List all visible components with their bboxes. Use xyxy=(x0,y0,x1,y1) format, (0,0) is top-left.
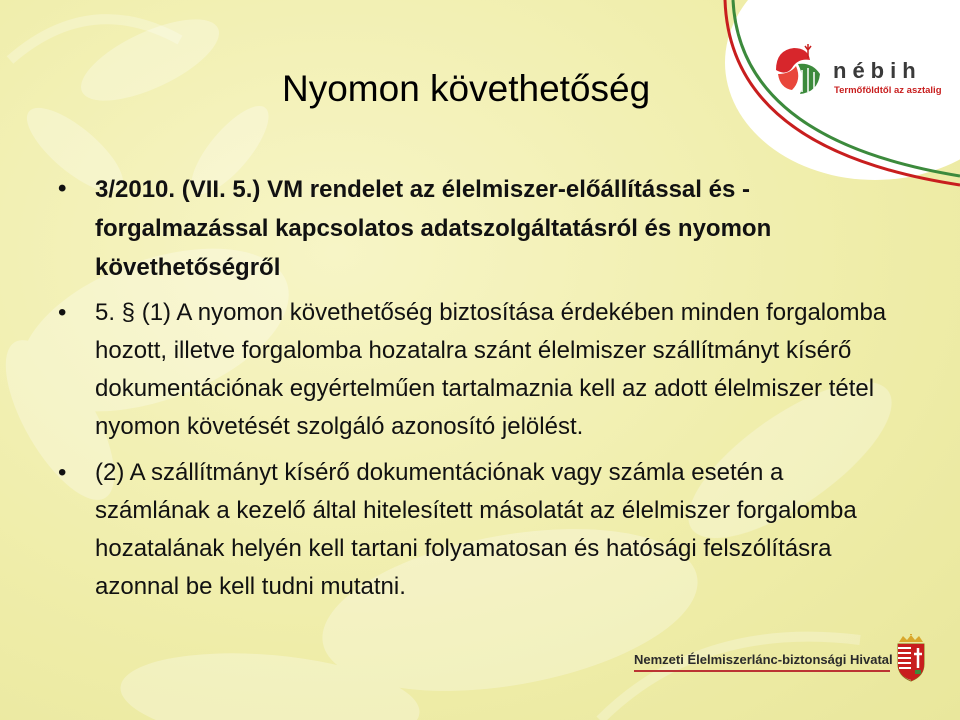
logo-tagline: Termőföldtől az asztalig xyxy=(834,85,942,96)
bullet-item-regulation xyxy=(58,170,898,287)
bullet-text: 5. § (1) A nyomon követhetőség biztosítása érdekében minden forgalomba hozott, illetve forgalomba hozatalra szánt élelmiszer szállítmányt kísérő dokumentációnak egyértelműen tartalmaznia kell az adott élelmiszer tétel nyomon követését szolgáló azonosító jelölést. xyxy=(95,299,887,440)
bullet-icon: • xyxy=(58,299,67,326)
logo-brand-name: nébih xyxy=(833,58,922,83)
bullet-text: 3/2010. (VII. 5.) VM rendelet az élelmiszer-előállítással és -forgalmazással kapcsolatos adatszolgáltatásról és nyomon követhetőségről xyxy=(95,176,772,281)
footer-agency-name: Nemzeti Élelmiszerlánc-biztonsági Hivatal xyxy=(634,652,893,667)
slide-title: Nyomon követhetőség xyxy=(282,68,651,109)
bullet-item-section-5-1 xyxy=(58,294,898,446)
bullet-icon: • xyxy=(58,175,67,202)
bullet-list xyxy=(58,170,898,606)
footer-divider xyxy=(634,670,890,672)
bullet-icon: • xyxy=(58,459,67,486)
bullet-text: (2) A szállítmányt kísérő dokumentációnak vagy számla esetén a számlának a kezelő által hitelesített másolatát az élelmiszer forgalomba hozatalának helyén kell tartani folyamatosan és hatósági felszólításra azonnal be kell tudni mutatni. xyxy=(95,459,857,600)
hungarian-coat-of-arms-icon xyxy=(893,634,929,682)
nebih-logo-icon xyxy=(768,40,826,98)
bullet-item-section-5-2 xyxy=(58,454,898,606)
